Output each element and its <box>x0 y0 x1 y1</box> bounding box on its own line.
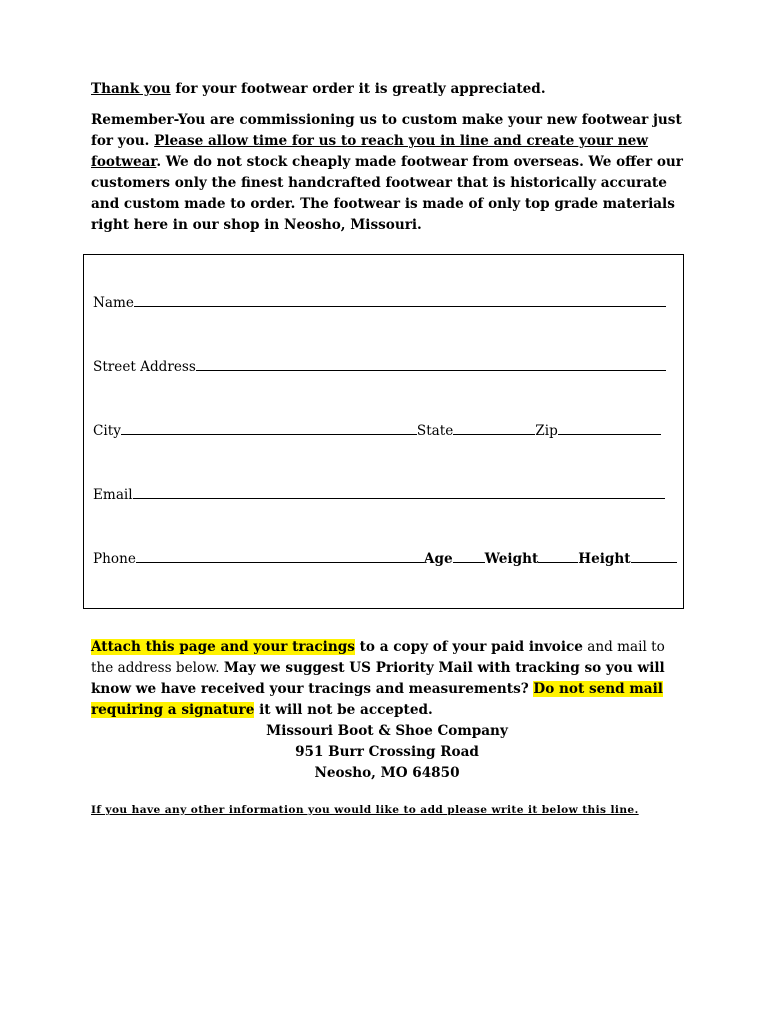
customer-info-form <box>83 254 684 609</box>
weight-label: Weight <box>484 551 539 567</box>
thank-you-line <box>91 79 683 100</box>
remember-underlined: Please allow time for us to reach you in line and create your new footwear <box>91 133 648 170</box>
zip-field[interactable] <box>558 420 661 435</box>
thank-you-text: Thank you <box>91 81 171 97</box>
footer-note: If you have any other information you would like to add please write it below this line. <box>91 804 639 816</box>
phone-row <box>93 548 677 567</box>
mailing-part1: to a copy of your paid invoice <box>354 639 583 655</box>
attach-highlight: Attach this page and your tracings <box>91 639 355 655</box>
city-field[interactable] <box>121 420 417 435</box>
weight-field[interactable] <box>538 548 578 563</box>
city-row <box>93 420 661 439</box>
email-field[interactable] <box>133 484 665 499</box>
state-field[interactable] <box>453 420 535 435</box>
company-city: Neosho, MO 64850 <box>314 765 460 781</box>
street-address-field[interactable] <box>196 356 666 371</box>
city-label: City <box>93 423 121 439</box>
street-row <box>93 356 666 375</box>
mailing-paragraph <box>91 637 683 784</box>
age-label: Age <box>423 551 453 567</box>
state-label: State <box>416 423 454 439</box>
remember-part2: . We do not stock cheaply made footwear from overseas. We offer our customers only the finest handcrafted footwear that is historically accurate and custom made to order. The footwear is made of only top grade materials right here in our shop in Neosho, Missouri. <box>91 154 683 233</box>
name-field[interactable] <box>134 292 666 307</box>
email-label: Email <box>93 487 133 503</box>
signature-highlight: Do not send mail requiring a signature <box>91 681 663 718</box>
name-label: Name <box>93 295 134 311</box>
mailing-part2: and mail to the address below. <box>91 639 665 676</box>
email-row <box>93 484 665 503</box>
company-street: 951 Burr Crossing Road <box>295 744 479 760</box>
mailing-part4: it will not be accepted. <box>254 702 433 718</box>
company-name: Missouri Boot & Shoe Company <box>266 723 508 739</box>
mailing-part3: May we suggest US Priority Mail with tracking so you will know we have received your tracings and measurements? <box>91 660 665 697</box>
height-field[interactable] <box>631 548 677 563</box>
thank-you-rest: for your footwear order it is greatly appreciated. <box>170 81 546 97</box>
zip-label: Zip <box>535 423 558 439</box>
phone-label: Phone <box>93 551 136 567</box>
phone-field[interactable] <box>136 548 424 563</box>
remember-part1: Remember-You are commissioning us to custom make your new footwear just for you. <box>91 112 682 149</box>
name-row <box>93 292 666 311</box>
height-label: Height <box>578 551 631 567</box>
street-label: Street Address <box>93 359 196 375</box>
remember-paragraph <box>91 110 683 236</box>
age-field[interactable] <box>453 548 485 563</box>
